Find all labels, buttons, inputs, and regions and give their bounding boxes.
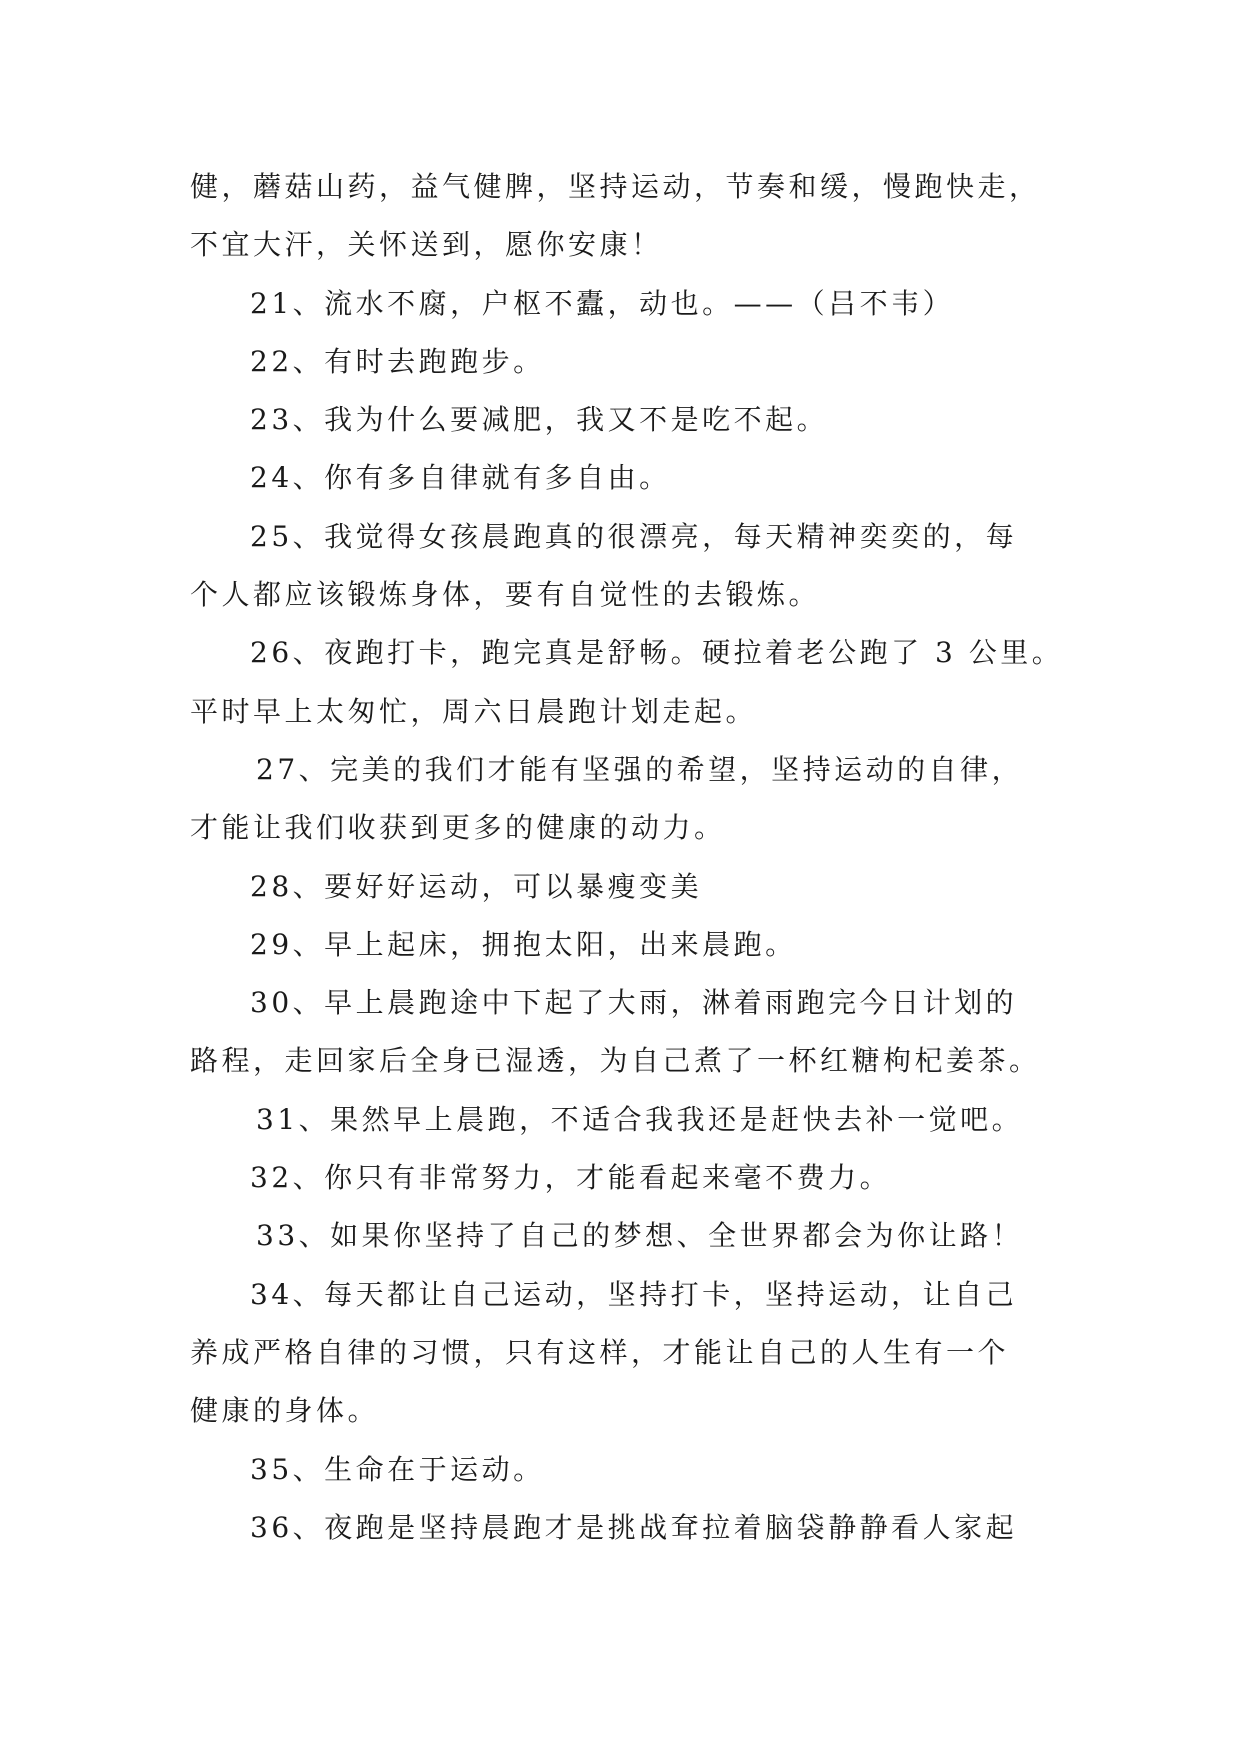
list-item-26: 26、夜跑打卡，跑完真是舒畅。硬拉着老公跑了 3 公里。 bbox=[250, 636, 1064, 670]
list-item-28: 28、要好好运动，可以暴瘦变美 bbox=[250, 869, 703, 903]
text-line: 路程，走回家后全身已湿透，为自己煮了一杯红糖枸杞姜茶。 bbox=[190, 1044, 1041, 1078]
list-item-35: 35、生命在于运动。 bbox=[250, 1452, 545, 1486]
list-item-31: 31、果然早上晨跑，不适合我我还是赶快去补一觉吧。 bbox=[256, 1102, 1024, 1136]
list-item-30: 30、早上晨跑途中下起了大雨，淋着雨跑完今日计划的 bbox=[250, 986, 1018, 1020]
text-line: 健，蘑菇山药，益气健脾，坚持运动，节奏和缓，慢跑快走， bbox=[190, 170, 1041, 203]
list-item-23: 23、我为什么要减肥，我又不是吃不起。 bbox=[250, 403, 829, 437]
text-line: 不宜大汗，关怀送到，愿你安康！ bbox=[190, 228, 663, 262]
list-item-22: 22、有时去跑跑步。 bbox=[250, 344, 545, 378]
text-line: 个人都应该锻炼身体，要有自觉性的去锻炼。 bbox=[190, 578, 821, 612]
list-item-36: 36、夜跑是坚持晨跑才是挑战耷拉着脑袋静静看人家起 bbox=[250, 1510, 1018, 1544]
list-item-32: 32、你只有非常努力，才能看起来毫不费力。 bbox=[250, 1161, 892, 1195]
text-line: 平时早上太匆忙，周六日晨跑计划走起。 bbox=[190, 694, 758, 728]
list-item-33: 33、如果你坚持了自己的梦想、全世界都会为你让路！ bbox=[256, 1219, 1024, 1253]
text-line: 才能让我们收获到更多的健康的动力。 bbox=[190, 811, 726, 845]
list-item-34: 34、每天都让自己运动，坚持打卡，坚持运动，让自己 bbox=[250, 1277, 1018, 1311]
list-item-29: 29、早上起床，拥抱太阳，出来晨跑。 bbox=[250, 927, 797, 961]
list-item-25: 25、我觉得女孩晨跑真的很漂亮，每天精神奕奕的，每 bbox=[250, 519, 1018, 553]
list-item-24: 24、你有多自律就有多自由。 bbox=[250, 461, 671, 495]
document-body bbox=[190, 158, 1070, 1557]
list-item-27: 27、完美的我们才能有坚强的希望，坚持运动的自律， bbox=[256, 752, 1024, 786]
text-line: 养成严格自律的习惯，只有这样，才能让自己的人生有一个 bbox=[190, 1335, 1010, 1369]
text-line: 健康的身体。 bbox=[190, 1394, 380, 1428]
list-item-21: 21、流水不腐，户枢不蠹，动也。——（吕不韦） bbox=[250, 286, 955, 320]
